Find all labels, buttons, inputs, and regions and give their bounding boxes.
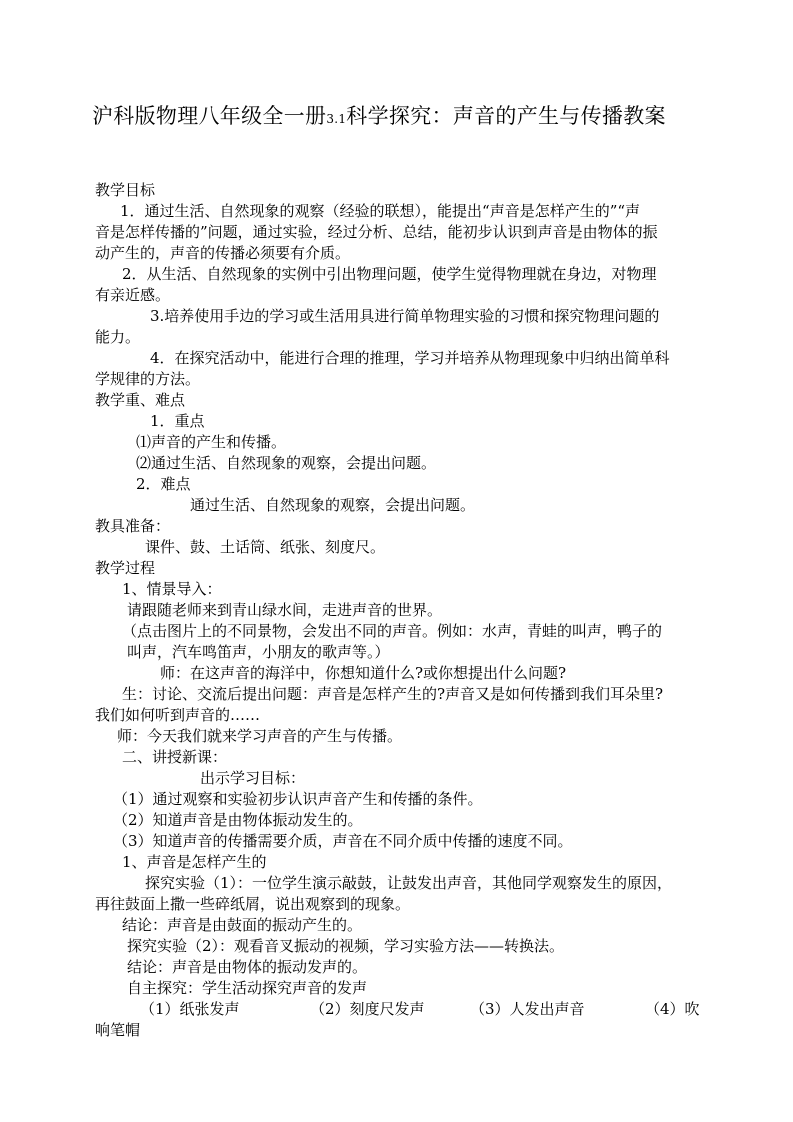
learning-goal-2: （2）知道声音是由物体振动发生的。 xyxy=(113,811,363,829)
key-points-heading: 教学重、难点 xyxy=(95,391,186,409)
conclusion-2: 结论：声音是由物体的振动发声的。 xyxy=(127,958,368,976)
key-point-1b: ⑵通过生活、自然现象的观察，会提出问题。 xyxy=(136,454,437,472)
title-part3: 科学探究：声音的产生与传播教案 xyxy=(346,104,666,128)
scene-intro-b-line-1: （点击图片上的不同景物，会发出不同的声音。例如：水声，青蛙的叫声，鸭子的 xyxy=(122,622,663,640)
goal-2-line-1: 2．从生活、自然现象的实例中引出物理问题，使学生觉得物理就在身边，对物理 xyxy=(122,265,657,283)
goals-heading: 教学目标 xyxy=(95,181,156,199)
scene-intro-e: 师：今天我们就来学习声音的产生与传播。 xyxy=(117,727,403,745)
scene-intro-d-line-2: 我们如何听到声音的…… xyxy=(95,706,261,724)
scene-intro-b-line-2: 叫声，汽车鸣笛声，小朋友的歌声等。） xyxy=(127,643,390,661)
learning-goals-label: 出示学习目标： xyxy=(200,769,306,787)
learning-goal-3: （3）知道声音的传播需要介质，声音在不同介质中传播的速度不同。 xyxy=(113,832,573,850)
document-title xyxy=(92,100,732,130)
option-1: （1）纸张发声 xyxy=(140,1000,240,1018)
goal-1-line-2: 音是怎样传播的”问题，通过实验，经过分析、总结，能初步认识到声音是由物体的振 xyxy=(95,223,658,241)
learning-goal-1: （1）通过观察和实验初步认识声音产生和传播的条件。 xyxy=(113,790,483,808)
experiment-1-line-1: 探究实验（1）：一位学生演示敲鼓，让鼓发出声音，其他同学观察发生的原因， xyxy=(145,874,673,892)
new-lesson-heading: 二、讲授新课： xyxy=(122,748,228,766)
key-point-2: 2．难点 xyxy=(136,475,191,493)
goal-1-line-1: 1．通过生活、自然现象的观察（经验的联想），能提出“声音是怎样产生的”“声 xyxy=(120,202,641,220)
goal-4-line-1: 4．在探究活动中，能进行合理的推理，学习并培养从物理现象中归纳出简单科 xyxy=(150,349,670,367)
self-study: 自主探究：学生活动探究声音的发声 xyxy=(127,979,368,997)
experiment-2: 探究实验（2）：观看音叉振动的视频，学习实验方法——转换法。 xyxy=(127,937,565,955)
option-4-continued: 响笔帽 xyxy=(95,1021,141,1039)
title-part1: 沪科版物理八年级全一册 xyxy=(92,104,327,128)
option-2: （2）刻度尺发声 xyxy=(310,1000,425,1018)
key-point-1a: ⑴声音的产生和传播。 xyxy=(136,433,287,451)
scene-intro-heading: 1、情景导入： xyxy=(122,580,222,598)
scene-intro-d-line-1: 生：讨论、交流后提出问题：声音是怎样产生的?声音又是如何传播到我们耳朵里? xyxy=(122,685,664,703)
title-part2: 3.1 xyxy=(326,112,347,126)
key-point-2a: 通过生活、自然现象的观察，会提出问题。 xyxy=(190,496,476,514)
scene-intro-c: 师：在这声音的海洋中，你想知道什么?或你想提出什么问题? xyxy=(160,664,567,682)
goal-2-line-2: 有亲近感。 xyxy=(95,286,171,304)
goal-3-line-2: 能力。 xyxy=(95,328,141,346)
goal-4-line-2: 学规律的方法。 xyxy=(95,370,201,388)
goal-1-line-3: 动产生的，声音的传播必须要有介质。 xyxy=(95,244,351,262)
conclusion-1: 结论：声音是由鼓面的振动产生的。 xyxy=(122,916,363,934)
experiment-1-line-2: 再往鼓面上撒一些碎纸屑，说出观察到的现象。 xyxy=(95,895,411,913)
goal-3-line-1: 3.培养使用手边的学习或生活用具进行简单物理实验的习惯和探究物理问题的 xyxy=(150,307,660,325)
key-point-1: 1．重点 xyxy=(150,412,205,430)
tools-heading: 教具准备： xyxy=(95,517,171,535)
tools-list: 课件、鼓、土话筒、纸张、刻度尺。 xyxy=(145,538,386,556)
option-4: （4）吹 xyxy=(645,1000,700,1018)
scene-intro-a: 请跟随老师来到青山绿水间，走进声音的世界。 xyxy=(127,601,443,619)
section-sound-origin: 1、声音是怎样产生的 xyxy=(122,853,267,871)
process-heading: 教学过程 xyxy=(95,559,156,577)
option-3: （3）人发出声音 xyxy=(470,1000,585,1018)
